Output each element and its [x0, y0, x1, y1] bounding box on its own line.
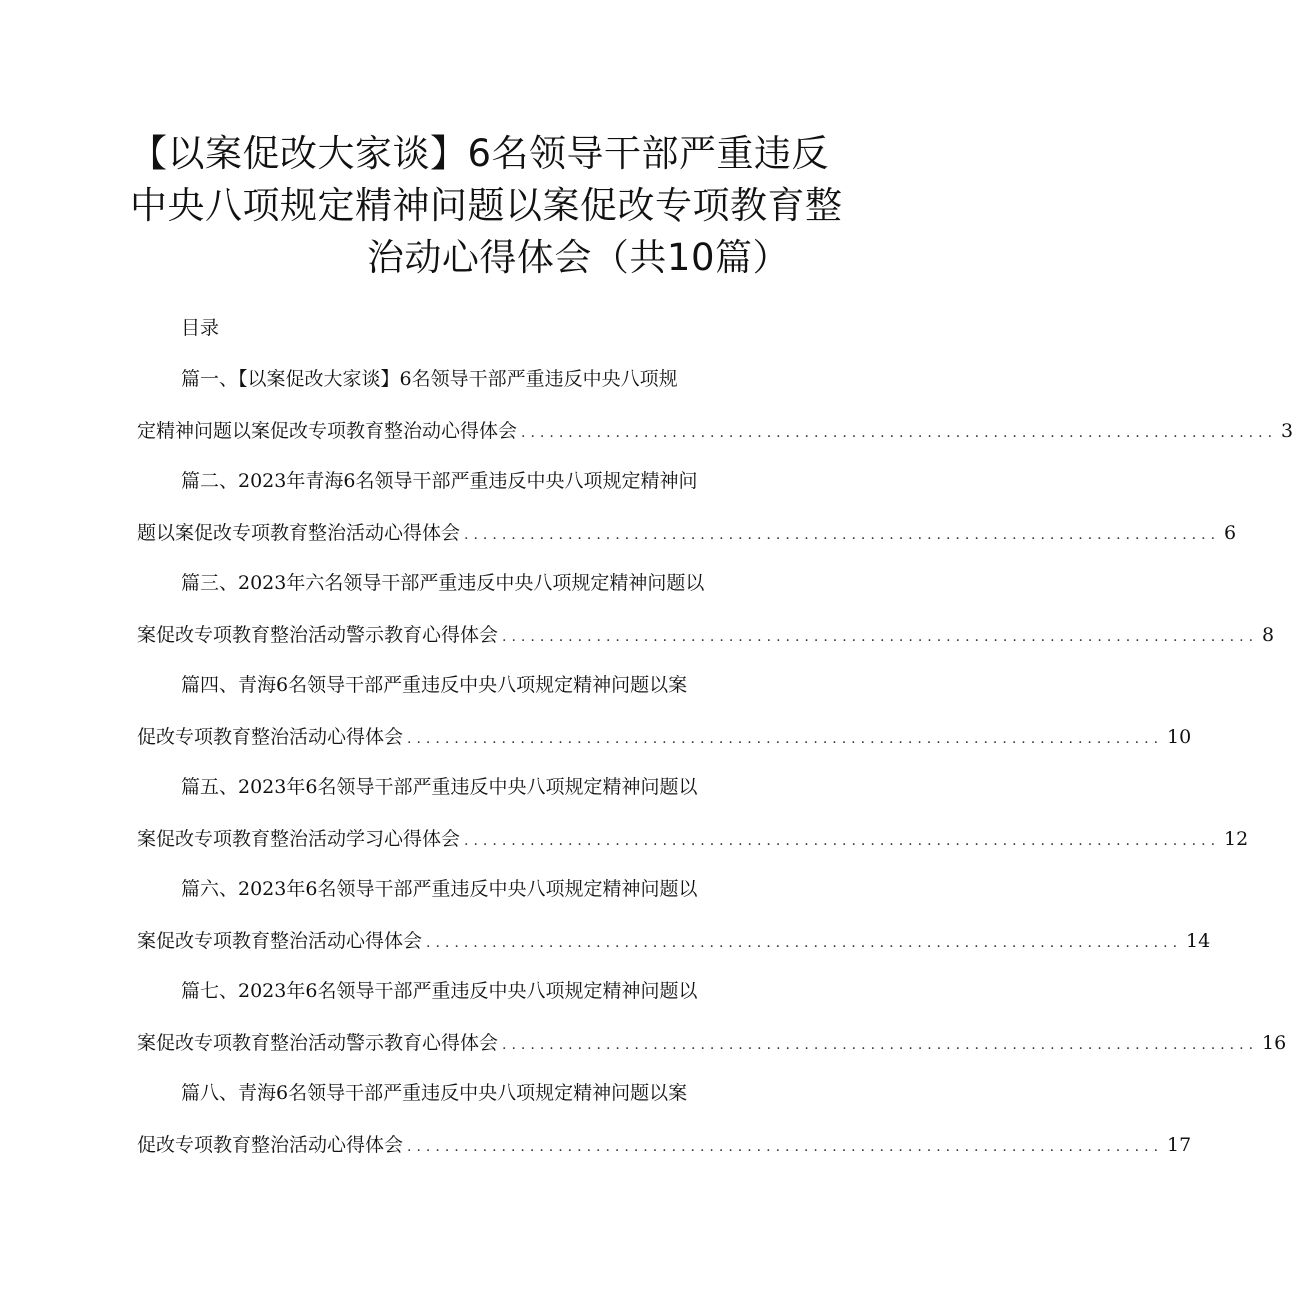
toc-entry-3[interactable]: [137, 568, 1275, 670]
toc-entry-1[interactable]: [137, 364, 1293, 466]
table-of-contents: [137, 364, 1293, 1180]
toc-entry-title-cont: 案促改专项教育整治活动心得体会: [137, 930, 423, 952]
title-line-2: 中央八项规定精神问题以案促改专项教育整: [130, 184, 843, 227]
toc-page-number: 17: [1167, 1134, 1192, 1156]
toc-entry-title: 篇六、2023年6名领导干部严重违反中央八项规定精神问题以: [181, 878, 698, 900]
toc-page-number: 10: [1167, 726, 1192, 748]
toc-entry-2[interactable]: [137, 466, 1237, 568]
toc-leader-dots: ................................................................................: [521, 425, 1278, 441]
toc-leader-dots: ................................................................................: [502, 1037, 1259, 1053]
toc-leader-dots: ................................................................................: [407, 731, 1164, 747]
toc-heading: 目录: [181, 317, 220, 339]
toc-leader-dots: ................................................................................: [464, 527, 1221, 543]
toc-page-number: 14: [1186, 930, 1211, 952]
toc-entry-5[interactable]: [137, 772, 1249, 874]
toc-entry-7[interactable]: [137, 976, 1287, 1078]
toc-entry-title-cont: 案促改专项教育整治活动警示教育心得体会: [137, 624, 499, 646]
toc-leader-dots: ................................................................................: [426, 935, 1183, 951]
toc-entry-title: 篇八、青海6名领导干部严重违反中央八项规定精神问题以案: [181, 1082, 688, 1104]
toc-leader-dots: ................................................................................: [502, 629, 1259, 645]
toc-entry-title-cont: 促改专项教育整治活动心得体会: [137, 726, 404, 748]
toc-entry-title: 篇一、【以案促改大家谈】6名领导干部严重违反中央八项规: [181, 368, 678, 390]
toc-page-number: 8: [1262, 624, 1275, 646]
toc-leader-dots: ................................................................................: [464, 833, 1221, 849]
toc-entry-title-cont: 题以案促改专项教育整治活动心得体会: [137, 522, 461, 544]
toc-entry-title-cont: 定精神问题以案促改专项教育整治动心得体会: [137, 420, 518, 442]
toc-entry-title: 篇七、2023年6名领导干部严重违反中央八项规定精神问题以: [181, 980, 698, 1002]
toc-page-number: 12: [1224, 828, 1249, 850]
toc-entry-title: 篇五、2023年6名领导干部严重违反中央八项规定精神问题以: [181, 776, 698, 798]
toc-entry-4[interactable]: [137, 670, 1192, 772]
toc-page-number: 6: [1224, 522, 1237, 544]
document-title: [130, 128, 843, 284]
toc-page-number: 16: [1262, 1032, 1287, 1054]
toc-entry-8[interactable]: [137, 1078, 1192, 1180]
toc-entry-title: 篇四、青海6名领导干部严重违反中央八项规定精神问题以案: [181, 674, 688, 696]
toc-entry-title: 篇二、2023年青海6名领导干部严重违反中央八项规定精神问: [181, 470, 698, 492]
toc-leader-dots: ................................................................................: [407, 1139, 1164, 1155]
toc-entry-6[interactable]: [137, 874, 1211, 976]
toc-entry-title-cont: 案促改专项教育整治活动警示教育心得体会: [137, 1032, 499, 1054]
toc-page-number: 3: [1281, 420, 1293, 442]
toc-entry-title-cont: 促改专项教育整治活动心得体会: [137, 1134, 404, 1156]
title-line-3: 治动心得体会（共10篇）: [366, 236, 790, 279]
title-line-1: 【以案促改大家谈】6名领导干部严重违反: [130, 132, 830, 175]
toc-entry-title-cont: 案促改专项教育整治活动学习心得体会: [137, 828, 461, 850]
toc-entry-title: 篇三、2023年六名领导干部严重违反中央八项规定精神问题以: [181, 572, 705, 594]
